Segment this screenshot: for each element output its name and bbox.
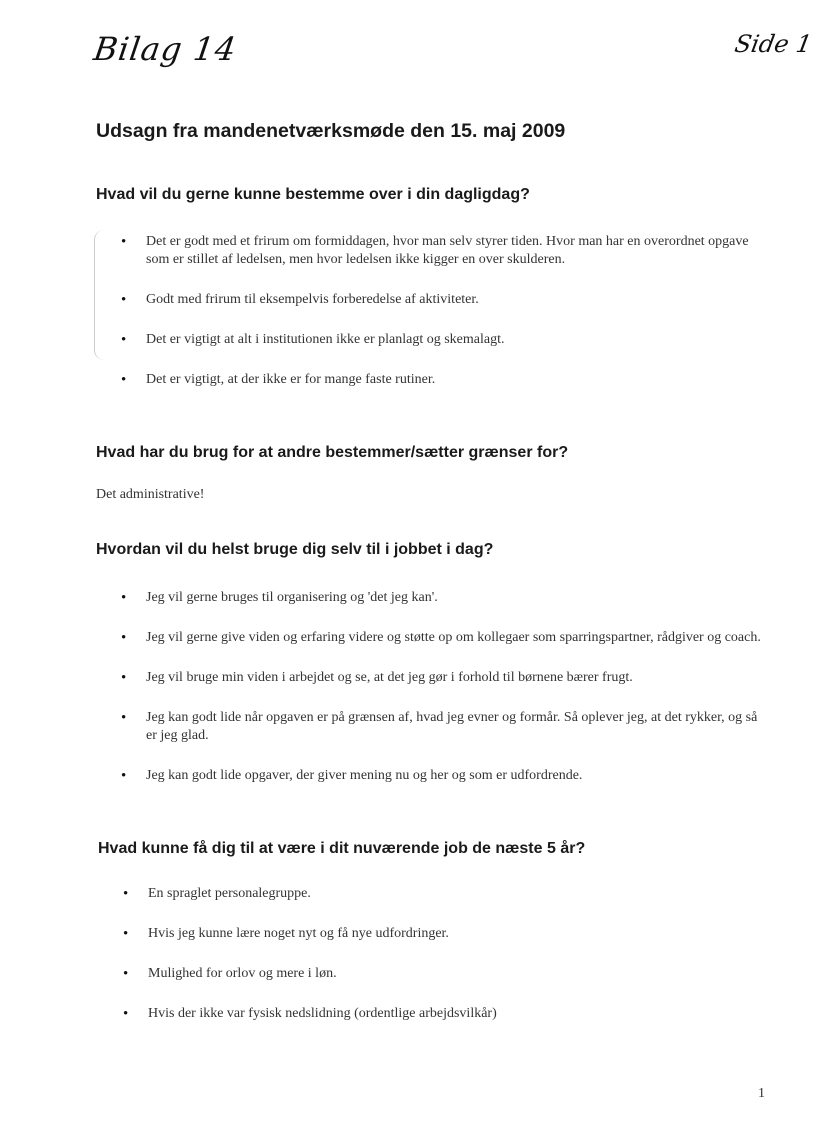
section-heading-4: Hvad kunne få dig til at være i dit nuværende job de næste 5 år? bbox=[98, 840, 586, 857]
list-item: • Det er vigtigt, at der ikke er for mange faste rutiner. bbox=[146, 371, 766, 389]
list-item: • Jeg vil gerne give viden og erfaring videre og støtte op om kollegaer som sparringspartner, rådgiver og coach. bbox=[146, 629, 766, 647]
section-2-text: Det administrative! bbox=[96, 487, 205, 502]
list-item: • En spraglet personalegruppe. bbox=[148, 885, 768, 903]
section-heading-1: Hvad vil du gerne kunne bestemme over i din dagligdag? bbox=[96, 186, 530, 203]
list-item: • Det er vigtigt at alt i institutionen ikke er planlagt og skemalagt. bbox=[146, 331, 766, 349]
handwritten-bilag-note: Bilag 14 bbox=[91, 30, 240, 68]
section-3-list bbox=[146, 589, 766, 785]
margin-bracket-mark bbox=[94, 230, 107, 360]
list-item: • Jeg kan godt lide når opgaven er på grænsen af, hvad jeg evner og formår. Så oplever jeg, at det rykker, og så er jeg glad. bbox=[146, 709, 766, 745]
list-item: • Godt med frirum til eksempelvis forberedelse af aktiviteter. bbox=[146, 291, 766, 309]
section-heading-2: Hvad har du brug for at andre bestemmer/sætter grænser for? bbox=[96, 444, 569, 461]
list-item: • Hvis jeg kunne lære noget nyt og få nye udfordringer. bbox=[148, 925, 768, 943]
section-4-list bbox=[148, 885, 768, 1023]
list-item: • Jeg vil bruge min viden i arbejdet og se, at det jeg gør i forhold til børnene bærer frugt. bbox=[146, 669, 766, 687]
section-1-list bbox=[146, 233, 766, 389]
list-item: • Det er godt med et frirum om formiddagen, hvor man selv styrer tiden. Hvor man har en overordnet opgave som er stillet af ledelsen, men hvor ledelsen ikke kigger en over skulderen. bbox=[146, 233, 766, 269]
document-title: Udsagn fra mandenetværksmøde den 15. maj 2009 bbox=[96, 120, 566, 142]
list-item: • Jeg vil gerne bruges til organisering og 'det jeg kan'. bbox=[146, 589, 766, 607]
section-heading-3: Hvordan vil du helst bruge dig selv til i jobbet i dag? bbox=[96, 541, 494, 558]
list-item: • Jeg kan godt lide opgaver, der giver mening nu og her og som er udfordrende. bbox=[146, 767, 766, 785]
list-item: • Hvis der ikke var fysisk nedslidning (ordentlige arbejdsvilkår) bbox=[148, 1005, 768, 1023]
handwritten-side-note: Side 1 bbox=[732, 30, 815, 58]
list-item: • Mulighed for orlov og mere i løn. bbox=[148, 965, 768, 983]
page-number: 1 bbox=[758, 1086, 765, 1101]
